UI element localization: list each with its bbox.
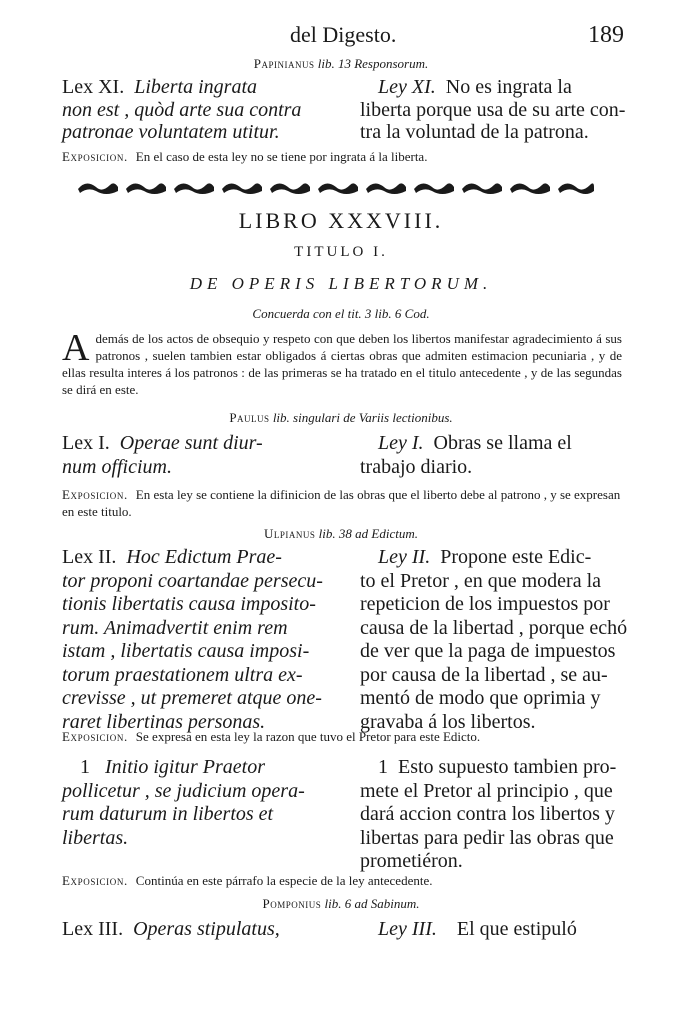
spanish-line: repeticion de los impuestos por — [360, 593, 610, 615]
law-iii-columns — [62, 918, 622, 942]
latin-line: patronae voluntatem utitur. — [62, 121, 280, 143]
latin-line: rum daturum in libertos et — [62, 803, 274, 825]
spanish-line: El que estipuló — [456, 918, 577, 940]
latin-line: libertas. — [62, 826, 129, 849]
ley-number: Ley III. — [378, 918, 437, 940]
latin-column — [62, 756, 330, 874]
exposicion-label: Exposicion. — [62, 149, 128, 164]
latin-column — [62, 432, 330, 479]
spanish-line: mete el Pretor al principio , que — [360, 779, 613, 802]
attribution-papinianus — [0, 56, 682, 72]
spanish-line: to el Pretor , en que modera la — [360, 569, 602, 592]
spanish-line: gravaba á los libertos. — [360, 710, 536, 733]
spanish-line: prometiéron. — [360, 850, 463, 872]
concordance-note: Concuerda con el tit. 3 lib. 6 Cod. — [252, 306, 430, 321]
ley-number: Ley XI. — [378, 76, 436, 98]
latin-column — [62, 546, 330, 734]
latin-line: istam , libertatis causa imposi- — [62, 640, 310, 662]
spanish-column — [360, 432, 622, 479]
latin-line: Operas stipulatus, — [133, 918, 280, 940]
exposicion-paragraph-1 — [62, 872, 622, 889]
attribution-author: Pomponius — [262, 896, 322, 911]
attribution-ulpianus — [0, 526, 682, 542]
drop-cap: A — [62, 327, 90, 369]
law-i-columns — [62, 432, 622, 479]
latin-line: Liberta ingrata — [134, 76, 257, 98]
spanish-line: liberta porque usa de su arte con- — [360, 98, 626, 121]
attribution-author: Ulpianus — [264, 526, 316, 541]
page-number: 189 — [588, 22, 624, 48]
spanish-line: Esto supuesto tambien pro- — [398, 756, 617, 778]
title-subject: DE OPERIS LIBERTORUM. — [189, 274, 493, 293]
lex-number: Lex II. — [62, 546, 117, 568]
spanish-line: Obras se llama el — [433, 432, 572, 454]
ley-number: Ley I. — [378, 432, 424, 454]
paragraph-number: 1 — [378, 756, 388, 778]
attribution-author: Papinianus — [253, 56, 315, 71]
spanish-line: mentó de modo que oprimia y — [360, 687, 601, 709]
book-heading: LIBRO XXXVIII. — [238, 208, 444, 233]
law-xi-columns — [62, 76, 626, 144]
latin-line: crevisse , ut premeret atque one- — [62, 687, 322, 709]
exposicion-law-ii — [62, 728, 622, 745]
lex-number: Lex XI. — [62, 76, 125, 98]
paragraph-number: 1 — [80, 756, 90, 778]
latin-line: Operae sunt diur- — [119, 432, 263, 454]
spanish-line: de ver que la paga de impuestos — [360, 640, 616, 662]
running-header — [0, 22, 682, 52]
attribution-source: lib. 13 Responsorum. — [317, 56, 429, 71]
spanish-column — [360, 756, 622, 874]
exposicion-label: Exposicion. — [62, 729, 128, 744]
spanish-line: libertas para pedir las obras que — [360, 826, 614, 849]
latin-line: torum praestationem ultra ex- — [62, 663, 303, 686]
spanish-line: dará accion contra los libertos y — [360, 803, 615, 825]
latin-line: tor proponi coartandae persecu- — [62, 569, 323, 592]
exposicion-text: En esta ley se contiene la difinicion de las obras que el liberto debe al patrono , y se expresan en este titulo. — [62, 487, 621, 519]
introductory-paragraph — [62, 327, 622, 398]
latin-line: tionis libertatis causa imposito- — [62, 593, 316, 615]
exposicion-text: Continúa en este párrafo la especie de la ley antecedente. — [135, 873, 433, 888]
exposicion-law-i — [62, 486, 622, 520]
running-title: del Digesto. — [290, 22, 397, 47]
spanish-line: causa de la libertad , porque echó — [360, 616, 628, 639]
exposicion-label: Exposicion. — [62, 873, 128, 888]
attribution-source: lib. 38 ad Edictum. — [318, 526, 418, 541]
latin-line: Initio igitur Praetor — [105, 756, 265, 778]
attribution-paulus — [0, 410, 682, 426]
latin-column — [62, 918, 330, 942]
attribution-source: lib. singulari de Variis lectionibus. — [272, 410, 453, 425]
lex-number: Lex I. — [62, 432, 110, 454]
latin-line: num officium. — [62, 455, 172, 478]
latin-line: pollicetur , se judicium opera- — [62, 779, 305, 802]
exposicion-label: Exposicion. — [62, 487, 128, 502]
intro-text: demás de los actos de obsequio y respeto con que deben los libertos manifestar agradecimiento á sus patronos , suelen tambien estar obligados á ciertas obras que admiten estimacion pecuniaria , y de ellas resulta interes á los patronos : de las primeras se ha tratado en el titulo antecedente , y de las segundas se dirá en este. — [62, 331, 622, 397]
spanish-column — [360, 76, 626, 144]
exposicion-law-xi — [62, 148, 622, 165]
paragraph-1-columns — [62, 756, 622, 874]
latin-line: raret libertinas personas. — [62, 710, 266, 733]
latin-line: Hoc Edictum Prae- — [126, 546, 282, 568]
spanish-line: trabajo diario. — [360, 455, 473, 478]
attribution-source: lib. 6 ad Sabinum. — [324, 896, 420, 911]
lex-number: Lex III. — [62, 918, 124, 940]
spanish-line: por causa de la libertad , se au- — [360, 663, 608, 686]
exposicion-text: En el caso de esta ley no se tiene por ingrata á la liberta. — [135, 149, 428, 164]
spanish-line: Propone este Edic- — [440, 546, 592, 568]
exposicion-text: Se expresa en esta ley la razon que tuvo el Pretor para este Edicto. — [135, 729, 481, 744]
spanish-line: tra la voluntad de la patrona. — [360, 121, 589, 143]
latin-line: rum. Animadvertit enim rem — [62, 616, 288, 639]
attribution-author: Paulus — [229, 410, 270, 425]
spanish-column — [360, 918, 622, 942]
ornamental-divider — [76, 177, 596, 199]
ley-number: Ley II. — [378, 546, 431, 568]
latin-column — [62, 76, 330, 144]
attribution-pomponius — [0, 896, 682, 912]
spanish-line: No es ingrata la — [445, 76, 572, 98]
law-ii-columns — [62, 546, 628, 734]
latin-line: non est , quòd arte sua contra — [62, 98, 302, 121]
title-heading: TITULO I. — [294, 244, 388, 260]
spanish-column — [360, 546, 628, 734]
